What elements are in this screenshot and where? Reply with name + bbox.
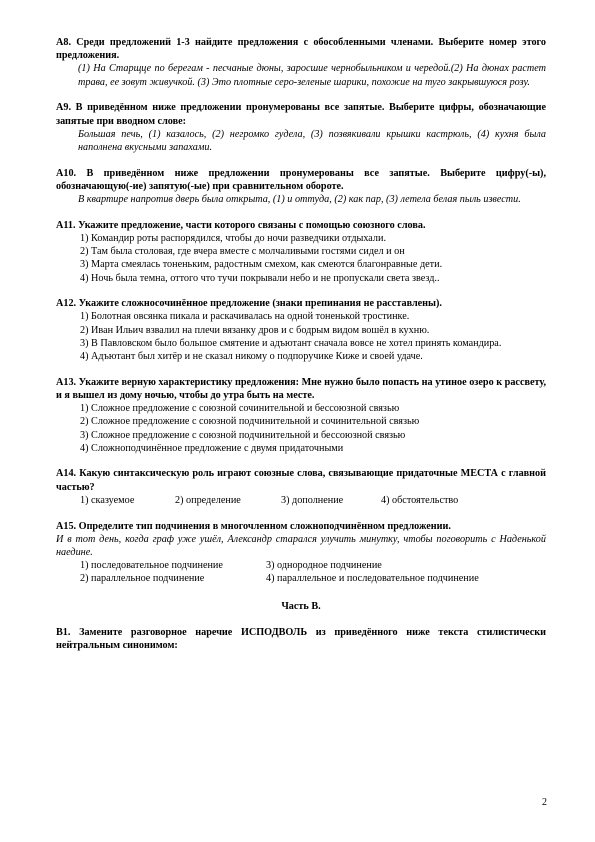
question-a13-heading: А13. Укажите верную характеристику предложения: Мне нужно было попасть на утиное озеро к рассвету, и я вышел из дому ночью, чтобы до утра быть на месте. xyxy=(56,376,546,401)
page-content xyxy=(56,36,546,665)
answer-option: 3) Сложное предложение с союзной подчинительной и бессоюзной связью xyxy=(80,429,406,441)
question-a8-heading: А8. Среди предложений 1-3 найдите предложения с обособленными членами. Выберите номер этого предложения. xyxy=(56,37,546,62)
answer-option: 1) Болотная овсянка пикала и раскачивалась на одной тоненькой тростинке. xyxy=(80,311,410,323)
question-b1-heading: В1. Замените разговорное наречие ИСПОДВОЛЬ из приведённого ниже текста стилистически нейтральным синонимом: xyxy=(56,626,546,652)
answer-option: 2) параллельное подчинение xyxy=(80,573,205,585)
question-b1 xyxy=(56,626,546,652)
answer-option: 1) последовательное подчинение xyxy=(80,560,223,572)
answer-option: 3) Марта смеялась тоненьким, радостным смехом, как смеются благонравные дети. xyxy=(80,259,443,271)
answer-option: 2) определение xyxy=(175,494,241,506)
question-a9-heading: А9. В приведённом ниже предложении пронумерованы все запятые. Выберите цифры, обозначающие запятые при вводном слове: xyxy=(56,102,546,127)
question-a14-heading: А14. Какую синтаксическую роль играют союзные слова, связывающие придаточные МЕСТА с главной частью? xyxy=(56,468,546,493)
question-a12-heading: А12. Укажите сложносочинённое предложение (знаки препинания не расставлены). xyxy=(56,298,442,310)
question-a10-text: В квартире напротив дверь была открыта, (1) и оттуда, (2) как пар, (3) летела белая пыль извести. xyxy=(78,194,521,206)
question-a15 xyxy=(56,520,546,586)
answer-option: 4) параллельное и последовательное подчинение xyxy=(266,573,479,585)
answer-option: 2) Иван Ильич взвалил на плечи вязанку дров и с бодрым видом вошёл в кухню. xyxy=(80,324,430,336)
answer-options-row xyxy=(80,572,546,585)
answer-option: 1) Командир роты распорядился, чтобы до ночи разведчики отдыхали. xyxy=(80,232,387,244)
question-a15-text: И в тот день, когда граф уже ушёл, Александр старался улучить минутку, чтобы поговорить с Наденькой наедине. xyxy=(56,533,546,558)
question-a12 xyxy=(56,297,546,363)
question-a14 xyxy=(56,467,546,507)
answer-option: 4) обстоятельство xyxy=(381,494,459,506)
answer-option: 2) Сложное предложение с союзной подчинительной и сочинительной связью xyxy=(80,416,420,428)
question-a8-text: (1) На Старщце по берегам - песчаные дюны, заросшие чернобыльником и чередой.(2) На дюнах растет трава, ее зовут живучкой. (3) Это плотные серо-зеленые шарики, похожие на туго закрывшуюся розу. xyxy=(78,63,546,88)
question-a13 xyxy=(56,376,546,455)
answer-option: 3) В Павловском было большое смятение и адъютант сначала вовсе не хотел принять командира. xyxy=(80,337,502,349)
question-a10-heading: А10. В приведённом ниже предложении пронумерованы все запятые. Выберите цифру(-ы), обозначающую(-ие) запятую(-ые) при сравнительном обороте. xyxy=(56,167,546,192)
part-b-title: Часть В. xyxy=(281,600,321,612)
question-a9 xyxy=(56,101,546,154)
answer-option: 4) Адъютант был хитёр и не сказал никому о подпоручике Киже и своей удаче. xyxy=(80,351,423,363)
question-a11-heading: А11. Укажите предложение, части которого связаны с помощью союзного слова. xyxy=(56,219,426,231)
answer-options-row xyxy=(80,494,546,507)
question-a10 xyxy=(56,167,546,207)
answer-option: 2) Там была столовая, где вчера вместе с молчаливыми гостями сидел и он xyxy=(80,246,405,258)
question-a8 xyxy=(56,36,546,89)
answer-option: 3) однородное подчинение xyxy=(266,560,382,572)
answer-option: 1) Сложное предложение с союзной сочинительной и бессоюзной связью xyxy=(80,403,400,415)
question-a11 xyxy=(56,219,546,285)
answer-option: 1) сказуемое xyxy=(80,494,135,506)
question-a9-text: Большая печь, (1) казалось, (2) негромко гудела, (3) позвякивали крышки кастрюль, (4) кухня была наполнена вкусными запахами. xyxy=(78,128,546,153)
page-number: 2 xyxy=(542,797,547,808)
answer-options-row xyxy=(80,559,546,572)
answer-option: 3) дополнение xyxy=(281,494,344,506)
answer-option: 4) Ночь была темна, оттого что тучи покрывали небо и не пропускали света звезд.. xyxy=(80,272,440,284)
answer-option: 4) Сложноподчинённое предложение с двумя придаточными xyxy=(80,442,344,454)
question-a15-heading: А15. Определите тип подчинения в многочленном сложноподчинённом предложении. xyxy=(56,520,451,532)
